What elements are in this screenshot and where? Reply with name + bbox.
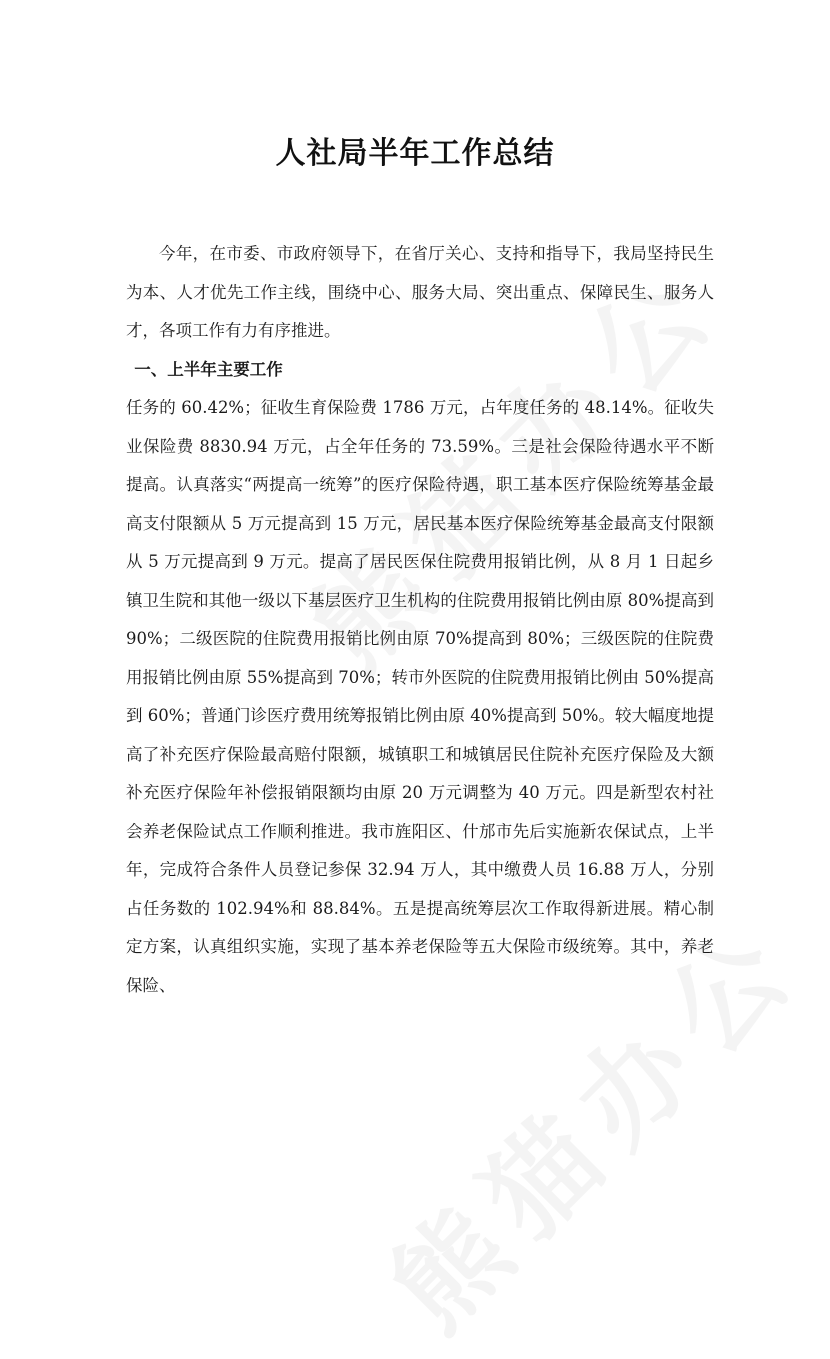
body-paragraph: 任务的 60.42%；征收生育保险费 1786 万元，占年度任务的 48.14%。征收失业保险费 8830.94 万元，占全年任务的 73.59%。三是社会保险待遇水平不断提高。认真落实“两提高一统筹”的医疗保险待遇，职工基本医疗保险统筹基金最高支付限额从 5 万元提高到 15 万元，居民基本医疗保险统筹基金最高支付限额从 5 万元提高到 9 万元。提高了居民医保住院费用报销比例，从 8 月 1 日起乡镇卫生院和其他一级以下基层医疗卫生机构的住院费用报销比例由原 80%提高到 90%；二级医院的住院费用报销比例由原 70%提高到 80%；三级医院的住院费用报销比例由原 55%提高到 70%；转市外医院的住院费用报销比例由 50%提高到 60%；普通门诊医疗费用统筹报销比例由原 40%提高到 50%。较大幅度地提高了补充医疗保险最高赔付限额，城镇职工和城镇居民住院补充医疗保险及大额补充医疗保险年补偿报销限额均由原 20 万元调整为 40 万元。四是新型农村社会养老保险试点工作顺利推进。我市旌阳区、什邡市先后实施新农保试点，上半年，完成符合条件人员登记参保 32.94 万人，其中缴费人员 16.88 万人，分别占任务数的 102.94%和 88.84%。五是提高统筹层次工作取得新进展。精心制定方案，认真组织实施，实现了基本养老保险等五大保险市级统筹。其中，养老保险、 bbox=[126, 398, 714, 995]
section-heading: 一、上半年主要工作 bbox=[134, 359, 283, 379]
intro-paragraph: 今年，在市委、市政府领导下，在省厅关心、支持和指导下，我局坚持民生为本、人才优先工作主线，围绕中心、服务大局、突出重点、保障民生、服务人才，各项工作有力有序推进。 bbox=[126, 244, 714, 340]
document-content bbox=[126, 235, 714, 1005]
document-title: 人社局半年工作总结 bbox=[275, 136, 555, 172]
